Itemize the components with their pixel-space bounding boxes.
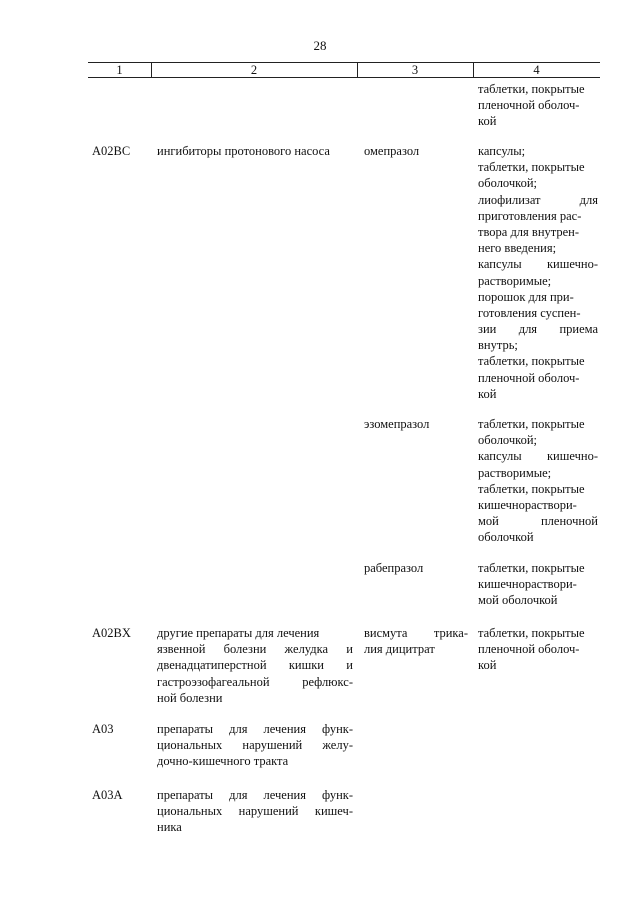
group-name-line: препараты для лечения функ-: [157, 788, 353, 802]
dosage-form-line: порошок для при-: [478, 289, 574, 304]
dosage-form-line: таблетки, покрытые: [478, 561, 585, 575]
group-name: [157, 625, 353, 706]
group-name-line: ной болезни: [157, 690, 223, 705]
drug-name-line: висмута трика-: [364, 626, 468, 640]
dosage-form-line: капсулы кишечно-: [478, 449, 598, 464]
drug-name-line: омепразол: [364, 144, 420, 158]
dosage-form-line: кой: [478, 386, 497, 401]
dosage-form-line: растворимые;: [478, 273, 552, 288]
group-name: [157, 143, 353, 159]
group-name-line: другие препараты для лечения: [157, 626, 320, 640]
drug-name: [364, 416, 468, 432]
dosage-form-line: пленочной оболоч-: [478, 370, 580, 385]
column-header-1: 1: [88, 63, 152, 77]
dosage-form: [478, 143, 598, 402]
dosage-form-line: мой пленочной: [478, 514, 598, 529]
dosage-form: [478, 416, 598, 546]
atc-code: A03: [92, 722, 114, 736]
column-header-3: 3: [357, 63, 474, 77]
dosage-form-line: оболочкой: [478, 530, 534, 545]
dosage-form-line: таблетки, покрытые: [478, 481, 585, 496]
dosage-form-line: таблетки, покрытые: [478, 626, 585, 640]
dosage-form-line: зии для приема: [478, 322, 598, 337]
group-name-line: двенадцатиперстной кишки и: [157, 658, 353, 673]
drug-name-line: лия дицитрат: [364, 642, 435, 657]
dosage-form-line: оболочкой;: [478, 433, 537, 448]
group-name-line: гастроэзофагеальной рефлюкс-: [157, 674, 353, 689]
group-name: [157, 721, 353, 770]
page-number: 28: [313, 38, 327, 53]
group-name-line: дочно-кишечного тракта: [157, 754, 289, 769]
dosage-form: [478, 560, 598, 609]
group-name-line: циональных нарушений желу-: [157, 738, 353, 753]
dosage-form-line: таблетки, покрытые: [478, 160, 585, 175]
dosage-form-line: таблетки, покрытые: [478, 82, 585, 96]
dosage-form: [478, 625, 598, 674]
group-name-line: язвенной болезни желудка и: [157, 642, 353, 657]
dosage-form-line: лиофилизат для: [478, 192, 598, 207]
dosage-form-line: него введения;: [478, 241, 557, 256]
dosage-form-line: кишечнораствори-: [478, 497, 577, 512]
group-name-line: ника: [157, 820, 182, 835]
dosage-form-line: растворимые;: [478, 465, 552, 480]
drug-name-line: рабепразол: [364, 561, 424, 575]
dosage-form-line: пленочной оболоч-: [478, 98, 580, 113]
dosage-form-line: таблетки, покрытые: [478, 354, 585, 369]
group-name-line: ингибиторы протонового насоса: [157, 144, 330, 158]
table-header: [88, 62, 600, 78]
drug-name: [364, 143, 468, 159]
dosage-form-line: мой оболочкой: [478, 593, 558, 608]
group-name: [157, 787, 353, 836]
dosage-form-line: пленочной оболоч-: [478, 642, 580, 657]
dosage-form-line: внутрь;: [478, 338, 518, 353]
column-header-4: 4: [533, 63, 540, 77]
dosage-form-line: твора для внутрен-: [478, 224, 580, 239]
dosage-form-line: приготовления рас-: [478, 208, 582, 223]
dosage-form: [478, 81, 598, 130]
dosage-form-line: капсулы кишечно-: [478, 257, 598, 272]
atc-code: A03A: [92, 788, 123, 802]
dosage-form-line: кишечнораствори-: [478, 577, 577, 592]
dosage-form-line: готовления суспен-: [478, 305, 581, 320]
group-name-line: циональных нарушений кишеч-: [157, 804, 353, 819]
drug-name: [364, 560, 468, 576]
dosage-form-line: кой: [478, 114, 497, 129]
dosage-form-line: кой: [478, 658, 497, 673]
atc-code: A02BC: [92, 144, 131, 158]
atc-code: A02BX: [92, 626, 131, 640]
column-header-2: 2: [151, 63, 358, 77]
drug-name: [364, 625, 468, 657]
drug-name-line: эзомепразол: [364, 417, 430, 431]
group-name-line: препараты для лечения функ-: [157, 722, 353, 736]
dosage-form-line: капсулы;: [478, 144, 526, 158]
dosage-form-line: оболочкой;: [478, 176, 537, 191]
dosage-form-line: таблетки, покрытые: [478, 417, 585, 431]
